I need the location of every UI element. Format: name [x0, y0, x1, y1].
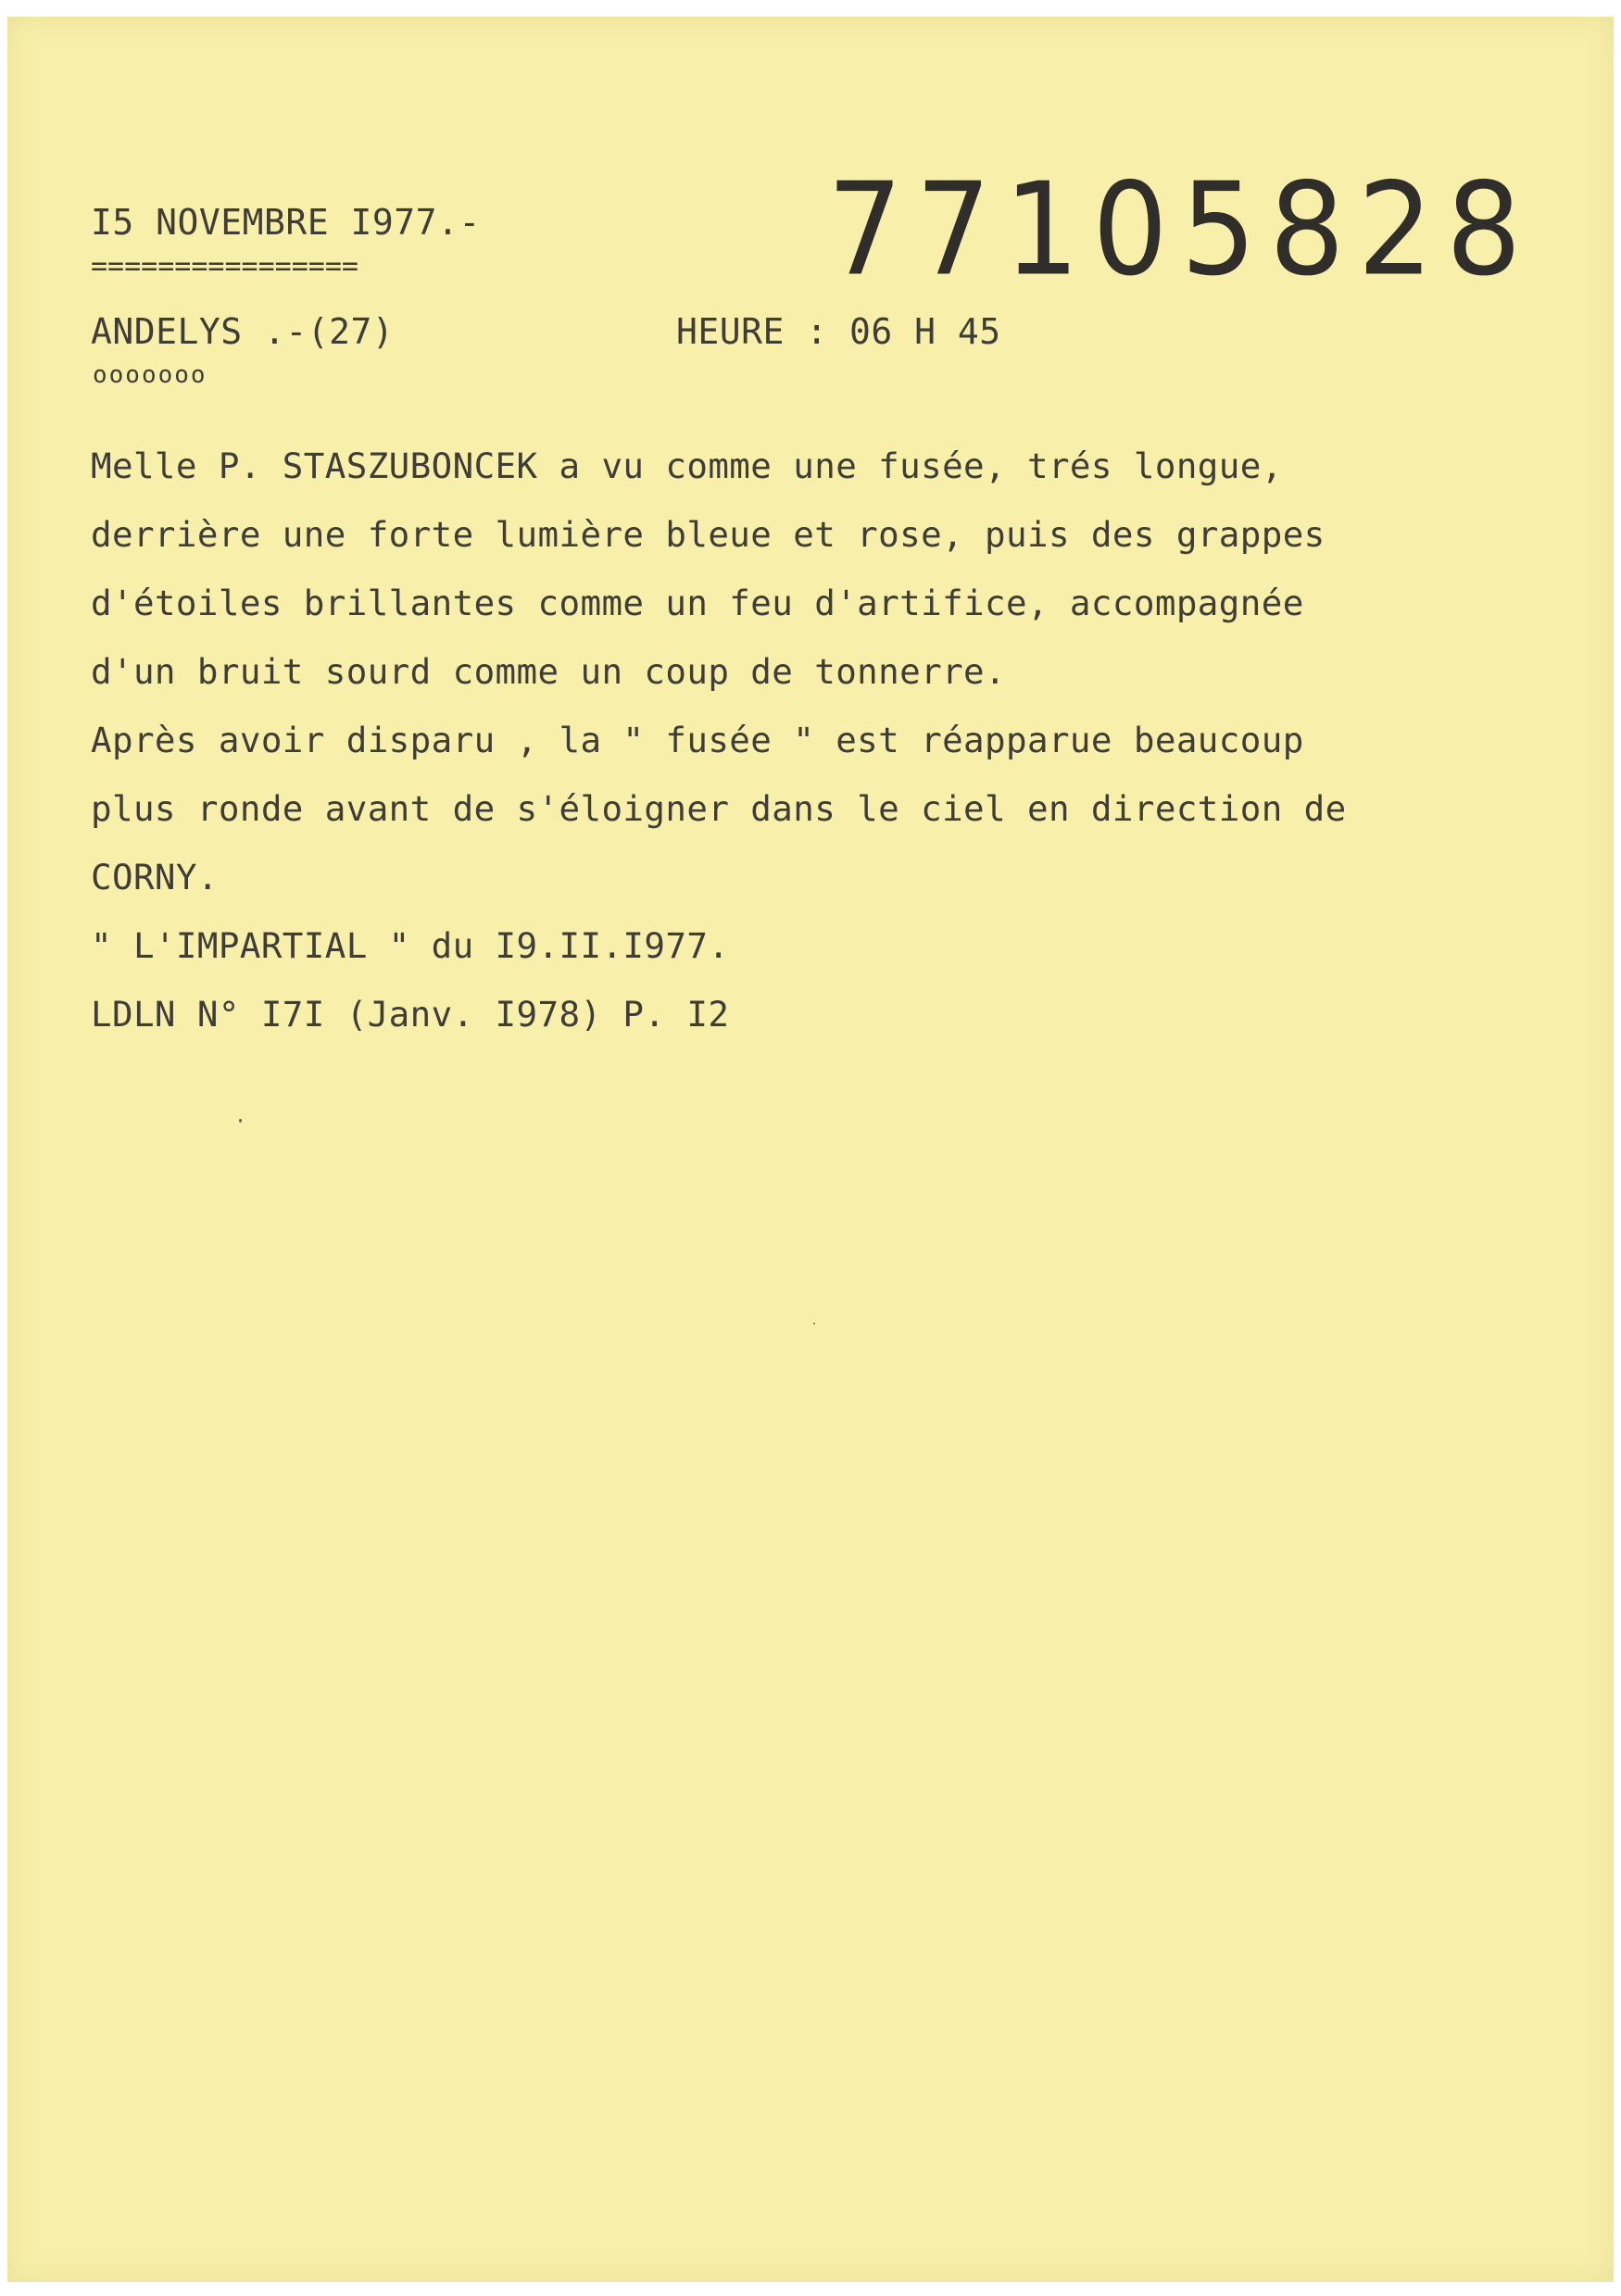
place-underline: ooooooo — [93, 361, 207, 389]
report-place: ANDELYS .-(27) — [91, 311, 395, 352]
body-line: d'un bruit sourd comme un coup de tonnerre. — [91, 651, 1007, 692]
body-line: derrière une forte lumière bleue et rose, puis des grappes — [91, 514, 1326, 555]
body-line: Après avoir disparu , la " fusée " est réapparue beaucoup — [91, 720, 1304, 760]
report-time: HEURE : 06 H 45 — [676, 311, 1001, 352]
body-line: plus ronde avant de s'éloigner dans le ciel en direction de — [91, 788, 1347, 829]
report-date: I5 NOVEMBRE I977.- — [91, 202, 481, 243]
index-card — [7, 17, 1614, 2282]
paper-speck — [813, 1323, 815, 1324]
body-line: CORNY. — [91, 857, 219, 897]
report-body — [91, 432, 1347, 1048]
date-underline: ================ — [91, 250, 358, 282]
paper-speck — [239, 1119, 242, 1123]
body-line: Melle P. STASZUBONCEK a vu comme une fusée, trés longue, — [91, 445, 1283, 486]
ldln-citation: LDLN N° I7I (Janv. I978) P. I2 — [91, 994, 730, 1035]
body-line: d'étoiles brillantes comme un feu d'artifice, accompagnée — [91, 583, 1304, 623]
source-citation: " L'IMPARTIAL " du I9.II.I977. — [91, 925, 730, 966]
reference-number: 77105828 — [827, 156, 1535, 305]
